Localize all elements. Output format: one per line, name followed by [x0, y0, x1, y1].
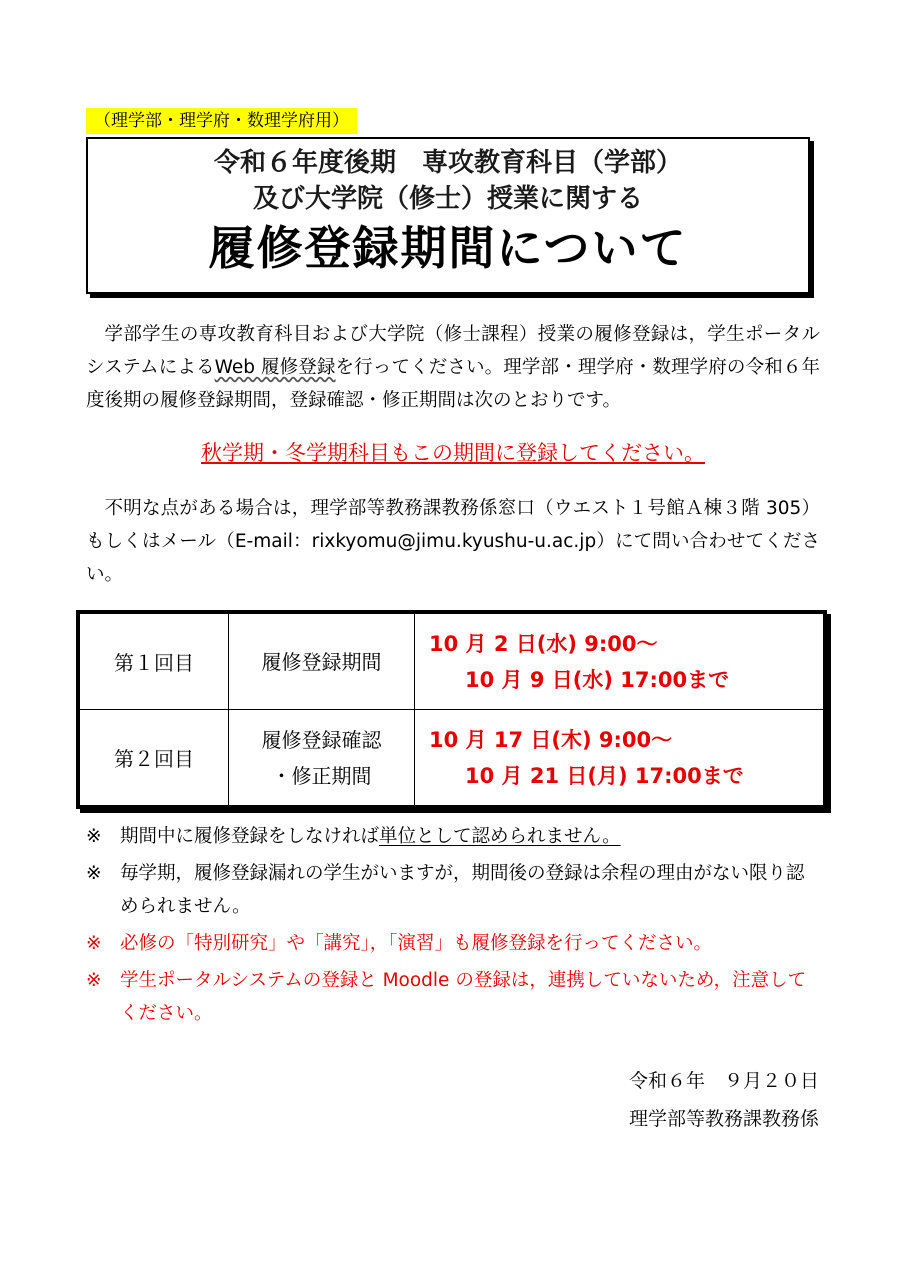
- note-item: [86, 857, 820, 923]
- intro-text-1: 学部学生の専攻教育科目および大学院（修士課程）授業の履修登録は，学生ポータルシステムによる: [86, 324, 820, 378]
- issuing-office: 理学部等教務課教務係: [628, 1108, 819, 1130]
- note-text: 期間中に履修登録をしなければ: [120, 826, 380, 847]
- notice-text: 秋学期・冬学期科目もこの期間に登録してください。: [201, 441, 705, 465]
- period-cell: [229, 614, 415, 710]
- date-end: 10 月 21 日(月) 17:00まで: [465, 763, 744, 788]
- note-item-red: [86, 927, 820, 960]
- round-cell: 第２回目: [80, 710, 229, 806]
- title-line-3: 履修登録期間について: [208, 221, 688, 275]
- note-mark: ※: [86, 933, 102, 954]
- period-label: 履修登録確認: [261, 727, 382, 752]
- round-cell: 第１回目: [80, 614, 229, 710]
- note-text: 学生ポータルシステムの登録と Moodle の登録は，連携していないため，注意してください。: [120, 970, 807, 1024]
- title-box: [86, 137, 810, 294]
- period-cell: [229, 710, 415, 806]
- intro-highlight: Web 履修登録: [214, 357, 336, 378]
- note-emphasis: 単位として認められません。: [379, 826, 621, 847]
- intro-text-2: を行ってください。理学部・理学府・数理学府の令和６年度後期の履修登録期間，登録確認・修正期間は次のとおりです。: [86, 357, 820, 411]
- note-text: 必修の「特別研究」や「講究」，「演習」も履修登録を行ってください。: [120, 933, 713, 954]
- note-item: [86, 820, 820, 853]
- title-line-1: 令和６年度後期 専攻教育科目（学部）: [213, 148, 682, 178]
- schedule-row-2: [80, 710, 824, 806]
- issue-date: 令和６年 ９月２０日: [628, 1070, 819, 1092]
- title-line-2: 及び大学院（修士）授業に関する: [252, 184, 643, 214]
- notice: [86, 437, 820, 469]
- date-start: 10 月 2 日(水) 9:00～: [429, 631, 658, 656]
- date-end: 10 月 9 日(水) 17:00まで: [465, 667, 730, 692]
- intro-paragraph: [86, 318, 820, 417]
- note-text: 毎学期，履修登録漏れの学生がいますが，期間後の登録は余程の理由がない限り認められません。: [120, 863, 805, 917]
- note-mark: ※: [86, 863, 102, 884]
- note-mark: ※: [86, 826, 102, 847]
- note-mark: ※: [86, 970, 102, 991]
- notes-list: [86, 820, 820, 1034]
- date-start: 10 月 17 日(木) 9:00～: [429, 727, 673, 752]
- schedule-row-1: [80, 614, 824, 710]
- header-tag: （理学部・理学府・数理学府用）: [86, 108, 357, 134]
- note-item-red: [86, 964, 820, 1030]
- signature-block: [629, 1062, 819, 1138]
- schedule-table: [76, 610, 827, 809]
- period-label-2: ・修正期間: [271, 763, 372, 788]
- period-label: 履修登録期間: [261, 649, 382, 674]
- contact-paragraph: 不明な点がある場合は，理学部等教務課教務係窓口（ウエスト１号館Ａ棟３階 305）もしくはメール（E-mail：rixkyomu@jimu.kyushu-u.ac.jp）にて問い合わせてください。: [86, 498, 820, 585]
- date-cell: [415, 710, 824, 806]
- date-cell: [415, 614, 824, 710]
